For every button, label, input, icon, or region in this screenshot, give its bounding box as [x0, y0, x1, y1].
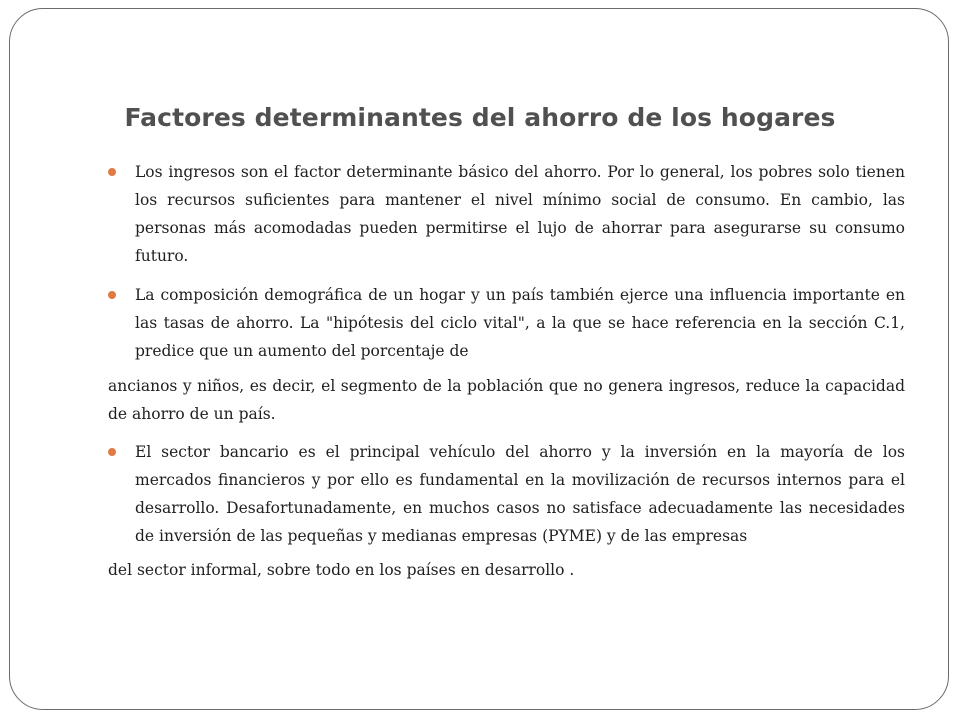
bullet-item	[108, 281, 905, 365]
bullet-text: La composición demográfica de un hogar y un país también ejerce una influencia importante en las tasas de ahorro. La "hipótesis del ciclo vital", a la que se hace referencia en la sección C.1, predice que un aumento del porcentaje de	[135, 286, 905, 360]
bullet-dot-icon	[108, 448, 116, 456]
slide-title: Factores determinantes del ahorro de los hogares	[124, 103, 836, 132]
bullet-item	[108, 438, 905, 550]
bullet-text: Los ingresos son el factor determinante básico del ahorro. Por lo general, los pobres solo tienen los recursos suficientes para mantener el nivel mínimo social de consumo. En cambio, las personas más acomodadas pueden permitirse el lujo de ahorrar para asegurarse su consumo futuro.	[135, 163, 905, 265]
bullet-dot-icon	[108, 168, 116, 176]
bullet-dot-icon	[108, 291, 116, 299]
slide-body	[108, 158, 905, 584]
bullet-text: El sector bancario es el principal vehículo del ahorro y la inversión en la mayoría de los mercados financieros y por ello es fundamental en la movilización de recursos internos para el desarrollo. Desafortunadamente, en muchos casos no satisface adecuadamente las necesidades de inversión de las pequeñas y medianas empresas (PYME) y de las empresas	[135, 443, 905, 545]
bullet-item	[108, 158, 905, 270]
paragraph-continuation: del sector informal, sobre todo en los países en desarrollo .	[108, 561, 575, 579]
paragraph-continuation: ancianos y niños, es decir, el segmento de la población que no genera ingresos, reduce la capacidad de ahorro de un país.	[108, 377, 905, 423]
